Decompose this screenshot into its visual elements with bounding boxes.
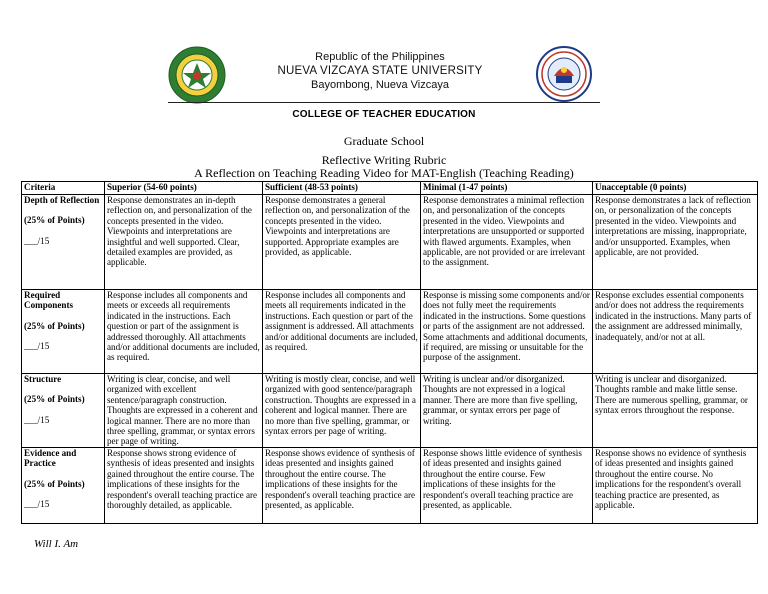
signature: Will I. Am — [34, 538, 79, 550]
criterion-cell — [22, 448, 105, 524]
criterion-cell — [22, 290, 105, 374]
descriptor-cell: Response shows little evidence of synthesis of ideas presented and insights gained throughout the entire course. Few implications of these insights for the respondent's overall teaching practice are presented, as applicable. — [421, 448, 593, 524]
header-minimal: Minimal (1-47 points) — [421, 182, 593, 195]
criterion-weight: (25% of Points) — [24, 320, 85, 331]
table-row — [22, 290, 758, 374]
descriptor-cell: Response demonstrates a general reflection on, and personalization of the concepts presented in the video. Viewpoints and interpretations are supported. Appropriate examples are provided, as applicable. — [263, 195, 421, 290]
descriptor-cell: Writing is mostly clear, concise, and well organized with good sentence/paragraph construction. Thoughts are expressed in a coherent and logical manner. There are no more than five spelling, grammar, or syntax errors per page of writing. — [263, 374, 421, 448]
descriptor-cell: Response demonstrates a minimal reflection on, and personalization of the concepts presented in the video. Viewpoints and interpretations are unsupported or supported with flawed arguments. Examples, when applicable, are not provided or are irrelevant to the assignment. — [421, 195, 593, 290]
criterion-score: ___/15 — [24, 235, 50, 246]
table-row — [22, 374, 758, 448]
rubric-table — [21, 181, 758, 524]
criterion-name: Evidence and Practice — [24, 448, 77, 469]
descriptor-cell: Response excludes essential components and/or does not address the requirements indicated in the instructions. Many parts of the assignment are addressed minimally, inadequately, and/or not at all. — [593, 290, 758, 374]
descriptor-cell: Response shows evidence of synthesis of ideas presented and insights gained throughout the entire course. The implications of these insights for the respondent's overall teaching practice are presented, as applicable. — [263, 448, 421, 524]
header-unacceptable: Unacceptable (0 points) — [593, 182, 758, 195]
rubric-header-row — [22, 182, 758, 195]
university-location: Bayombong, Nueva Vizcaya — [311, 79, 449, 91]
descriptor-cell: Response demonstrates an in-depth reflection on, and personalization of the concepts presented in the video. Viewpoints and interpretations are insightful and well supported. Clear, detailed examples are provided, as applicable. — [105, 195, 263, 290]
descriptor-cell: Response includes all components and meets or exceeds all requirements indicated in the instructions. Each question or part of the assignment is addressed thoroughly. All attachments and/or additional documents are included, as required. — [105, 290, 263, 374]
letterhead — [0, 0, 768, 130]
criterion-weight: (25% of Points) — [24, 394, 85, 405]
descriptor-cell: Response shows no evidence of synthesis of ideas presented and insights gained throughout the entire course. No implications for the respondent's overall teaching practice are presented, as applicable. — [593, 448, 758, 524]
university-address-block — [230, 50, 530, 92]
descriptor-cell: Writing is unclear and/or disorganized. Thoughts are not expressed in a logical manner. There are more than five spelling, grammar, or syntax errors per page of writing. — [421, 374, 593, 448]
university-name: NUEVA VIZCAYA STATE UNIVERSITY — [277, 65, 483, 77]
header-superior: Superior (54-60 points) — [105, 182, 263, 195]
descriptor-cell: Writing is clear, concise, and well organized with excellent sentence/paragraph construction. Thoughts are expressed in a coherent and logical manner. There are no more than three spelling, grammar, or syntax errors per page of writing. — [105, 374, 263, 448]
criterion-name: Structure — [24, 374, 62, 384]
descriptor-cell: Response shows strong evidence of synthesis of ideas presented and insights gained throughout the entire course. The implications of these insights for the respondent's overall teaching practice are thoroughly detailed, as applicable. — [105, 448, 263, 524]
document-title: Reflective Writing Rubric — [321, 153, 447, 167]
criterion-name: Depth of Reflection — [24, 195, 100, 205]
criterion-cell — [22, 374, 105, 448]
header-rule — [168, 102, 600, 103]
descriptor-cell: Response demonstrates a lack of reflection on, or personalization of the concepts presented in the video. Viewpoints and interpretations are missing, inappropriate, and/or unsupported. Examples, when applicable, are not provided. — [593, 195, 758, 290]
school-name: Graduate School — [343, 134, 425, 148]
university-seal-icon — [168, 46, 226, 104]
header-criteria: Criteria — [22, 182, 105, 195]
criterion-weight: (25% of Points) — [24, 215, 85, 226]
table-row — [22, 448, 758, 524]
college-name: COLLEGE OF TEACHER EDUCATION — [292, 109, 476, 120]
header-sufficient: Sufficient (48-53 points) — [263, 182, 421, 195]
descriptor-cell: Writing is unclear and disorganized. Thoughts ramble and make little sense. There are numerous spelling, grammar, or syntax errors throughout the response. — [593, 374, 758, 448]
document-subtitle: A Reflection on Teaching Reading Video for MAT-English (Teaching Reading) — [194, 166, 574, 180]
table-row — [22, 195, 758, 290]
descriptor-cell: Response is missing some components and/or does not fully meet the requirements indicated in the instructions. Some questions or parts of the assignment are not addressed. Some attachments and additional documents, if required, are missing or unsuitable for the purpose of the assignment. — [421, 290, 593, 374]
descriptor-cell: Response includes all components and meets all requirements indicated in the instructions. Each question or part of the assignment is addressed. All attachments and/or additional documents are included, as required. — [263, 290, 421, 374]
criterion-score: ___/15 — [24, 341, 50, 352]
criterion-cell — [22, 195, 105, 290]
criterion-weight: (25% of Points) — [24, 478, 85, 489]
republic-line: Republic of the Philippines — [315, 51, 445, 63]
college-seal-icon — [536, 46, 592, 102]
criterion-score: ___/15 — [24, 414, 50, 425]
criterion-score: ___/15 — [24, 499, 50, 510]
criterion-name: Required Components — [24, 290, 74, 311]
